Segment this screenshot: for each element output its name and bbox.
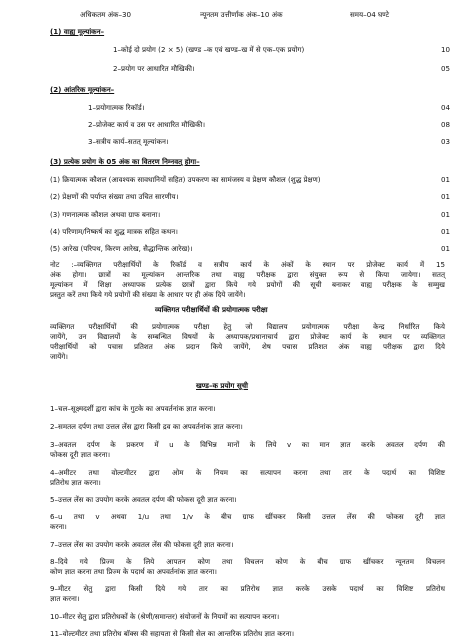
distribution-item-3: (3) गणनात्मक कौशल अथवा ग्राफ बनाना।	[50, 210, 161, 219]
internal-item-1: 1–प्रयोगात्मक रिकॉर्ड।	[88, 103, 145, 112]
note-line: नोट :–व्यक्तिगत परीक्षार्थियों के रिकॉर्ड व सत्रीय कार्य के अंकों के स्थान पर प्रोजेक्ट कार्य में 15	[50, 260, 445, 269]
distribution-item-5-marks: 01	[440, 244, 450, 253]
distribution-item-3-marks: 01	[440, 210, 450, 219]
experiment-item-8: 8–दिये गये प्रिज्म के लिये आपतन कोण तथा विचलन कोण के बीच ग्राफ खींचकर न्यूनतम विचलन कोण ज्ञात करना तथा प्रिज्म के पदार्थ का अपवर्तनांक ज्ञात करना।	[50, 557, 445, 576]
external-item-1-marks: 10	[440, 45, 450, 54]
external-item-2: 2–प्रयोग पर आधारित मौखिकी।	[113, 64, 195, 73]
internal-item-3-marks: 03	[440, 137, 450, 146]
private-exam-line: परीक्षार्थियों को पचास प्रतिशत अंक प्रदान किये जायेंगे, शेष पचास प्रतिशत अंक वाह्य परीक्षक द्वारा दिये	[50, 342, 445, 351]
exam-time: समय–04 घण्टे	[350, 10, 390, 19]
note-line: अंक होगा। छात्रों का मूल्यांकन आन्तरिक तथा वाह्य परीक्षक द्वारा संयुक्त रूप से किया जायेगा। सतत्	[50, 270, 445, 279]
distribution-item-1: (1) क्रियात्मक कौशल (आवश्यक सावधानियों सहित) उपकरण का सामंजस्य व प्रेक्षण कौशल (शुद्ध प्रेक्षण)	[50, 175, 321, 184]
experiment-item-9: 9–मीटर सेतु द्वारा किसी दिये गये तार का प्रतिरोध ज्ञात करके उसके पदार्थ का विशिष्ट प्रतिरोध ज्ञात करना।	[50, 584, 445, 603]
experiment-item-11: 11–वोल्टमीटर तथा प्रतिरोध बॉक्स की सहायता से किसी सेल का आन्तरिक प्रतिरोध ज्ञात करना।	[50, 629, 295, 638]
external-item-1: 1–कोई दो प्रयोग (2 × 5) (खण्ड –क एवं खण्ड–ख में से एक–एक प्रयोग)	[113, 45, 305, 54]
private-exam-line: जायेंगे।	[50, 352, 68, 361]
note-line: प्रस्तुत करें तथा किये गये प्रयोगों की संख्या के आधार पर ही अंक दिये जायेंगे।	[50, 290, 246, 299]
distribution-item-1-marks: 01	[440, 175, 450, 184]
distribution-item-2: (2) प्रेक्षणों की पर्याप्त संख्या तथा उचित सारणीय।	[50, 192, 179, 201]
distribution-title: (3) प्रत्येक प्रयोग के 05 अंक का वितरण निम्नवत् होगा–	[50, 157, 200, 166]
min-marks: न्यूनतम उत्तीर्णांक अंक–10 अंक	[200, 10, 283, 19]
distribution-item-5: (5) आरेख (परिपथ, किरण आरेख, सैद्धान्तिक आरेख)।	[50, 244, 193, 253]
experiment-item-5: 5–उत्तल लेंस का उपयोग करके अवतल दर्पण की फोकस दूरी ज्ञात करना।	[50, 495, 237, 504]
experiment-item-1: 1–चल–सूक्ष्मदर्शी द्वारा कांच के गुटके का अपवर्तनांक ज्ञात करना।	[50, 404, 216, 413]
internal-eval-title: (2) आंतरिक मूल्यांकन–	[50, 85, 115, 94]
max-marks: अधिकतम अंक–30	[80, 10, 132, 19]
private-exam-line: व्यक्तिगत परीक्षार्थियों की प्रयोगात्मक परीक्षा हेतु जो विद्यालय प्रयोगात्मक परीक्षा केन्द्र निर्धारित किये	[50, 322, 445, 331]
experiment-item-2: 2–समतल दर्पण तथा उत्तल लेंस द्वारा किसी द्रव का अपवर्तनांक ज्ञात करना।	[50, 422, 243, 431]
experiment-item-7: 7–उत्तल लेंस का उपयोग करके अवतल लेंस की फोकस दूरी ज्ञात करना।	[50, 540, 234, 549]
external-item-2-marks: 05	[440, 64, 450, 73]
experiments-title: खण्ड–क प्रयोग सूची	[196, 381, 249, 390]
internal-item-3: 3–सत्रीय कार्य–सतत् मूल्यांकन।	[88, 137, 169, 146]
external-eval-title: (1) वाह्य मूल्यांकन–	[50, 27, 105, 36]
distribution-item-2-marks: 01	[440, 192, 450, 201]
note-paragraph	[50, 260, 445, 300]
internal-item-2-marks: 08	[440, 120, 450, 129]
private-exam-title: व्यक्तिगत परीक्षार्थियों की प्रयोगात्मक परीक्षा	[155, 305, 268, 314]
distribution-item-4-marks: 01	[440, 227, 450, 236]
experiment-item-4: 4–अमीटर तथा वोल्टमीटर द्वारा ओम के नियम का सत्यापन करना तथा तार के पदार्थ का विशिष्ट प्रतिरोध ज्ञात करना।	[50, 468, 445, 487]
private-exam-line: जायेंगे, उन विद्यालयों के सम्बन्धित विषयों के अध्यापक/प्रधानाचार्य द्वारा प्रोजेक्ट कार्य के स्थान पर व्यक्तिगत	[50, 332, 445, 341]
internal-item-2: 2–प्रोजेक्ट कार्य व उस पर आधारित मौखिकी।	[88, 120, 206, 129]
experiment-item-6: 6–u तथा v अथवा 1/u तथा 1/v के बीच ग्राफ खींचकर किसी उत्तल लेंस की फोकस दूरी ज्ञात करना।	[50, 512, 445, 531]
private-exam-paragraph	[50, 322, 445, 362]
distribution-item-4: (4) परिणाम/निष्कर्ष का शुद्ध मात्रक सहित कथन।	[50, 227, 178, 236]
experiment-item-10: 10–मीटर सेतु द्वारा प्रतिरोधकों के (श्रेणी/समान्तर) संयोजनों के नियमों का सत्यापन करना।	[50, 612, 280, 621]
internal-item-1-marks: 04	[440, 103, 450, 112]
note-line: मूल्यांकन में शिक्षा अध्यापक प्रत्येक छात्रों द्वारा किये गये प्रयोगों की सूची बनाकर वाह्य परीक्षक के सम्मुख	[50, 280, 445, 289]
experiment-item-3: 3–अवतल दर्पण के प्रकरण में u के विभिन्न मानों के लिये v का मान ज्ञात करके अवतल दर्पण की फोकस दूरी ज्ञात करना।	[50, 440, 445, 459]
